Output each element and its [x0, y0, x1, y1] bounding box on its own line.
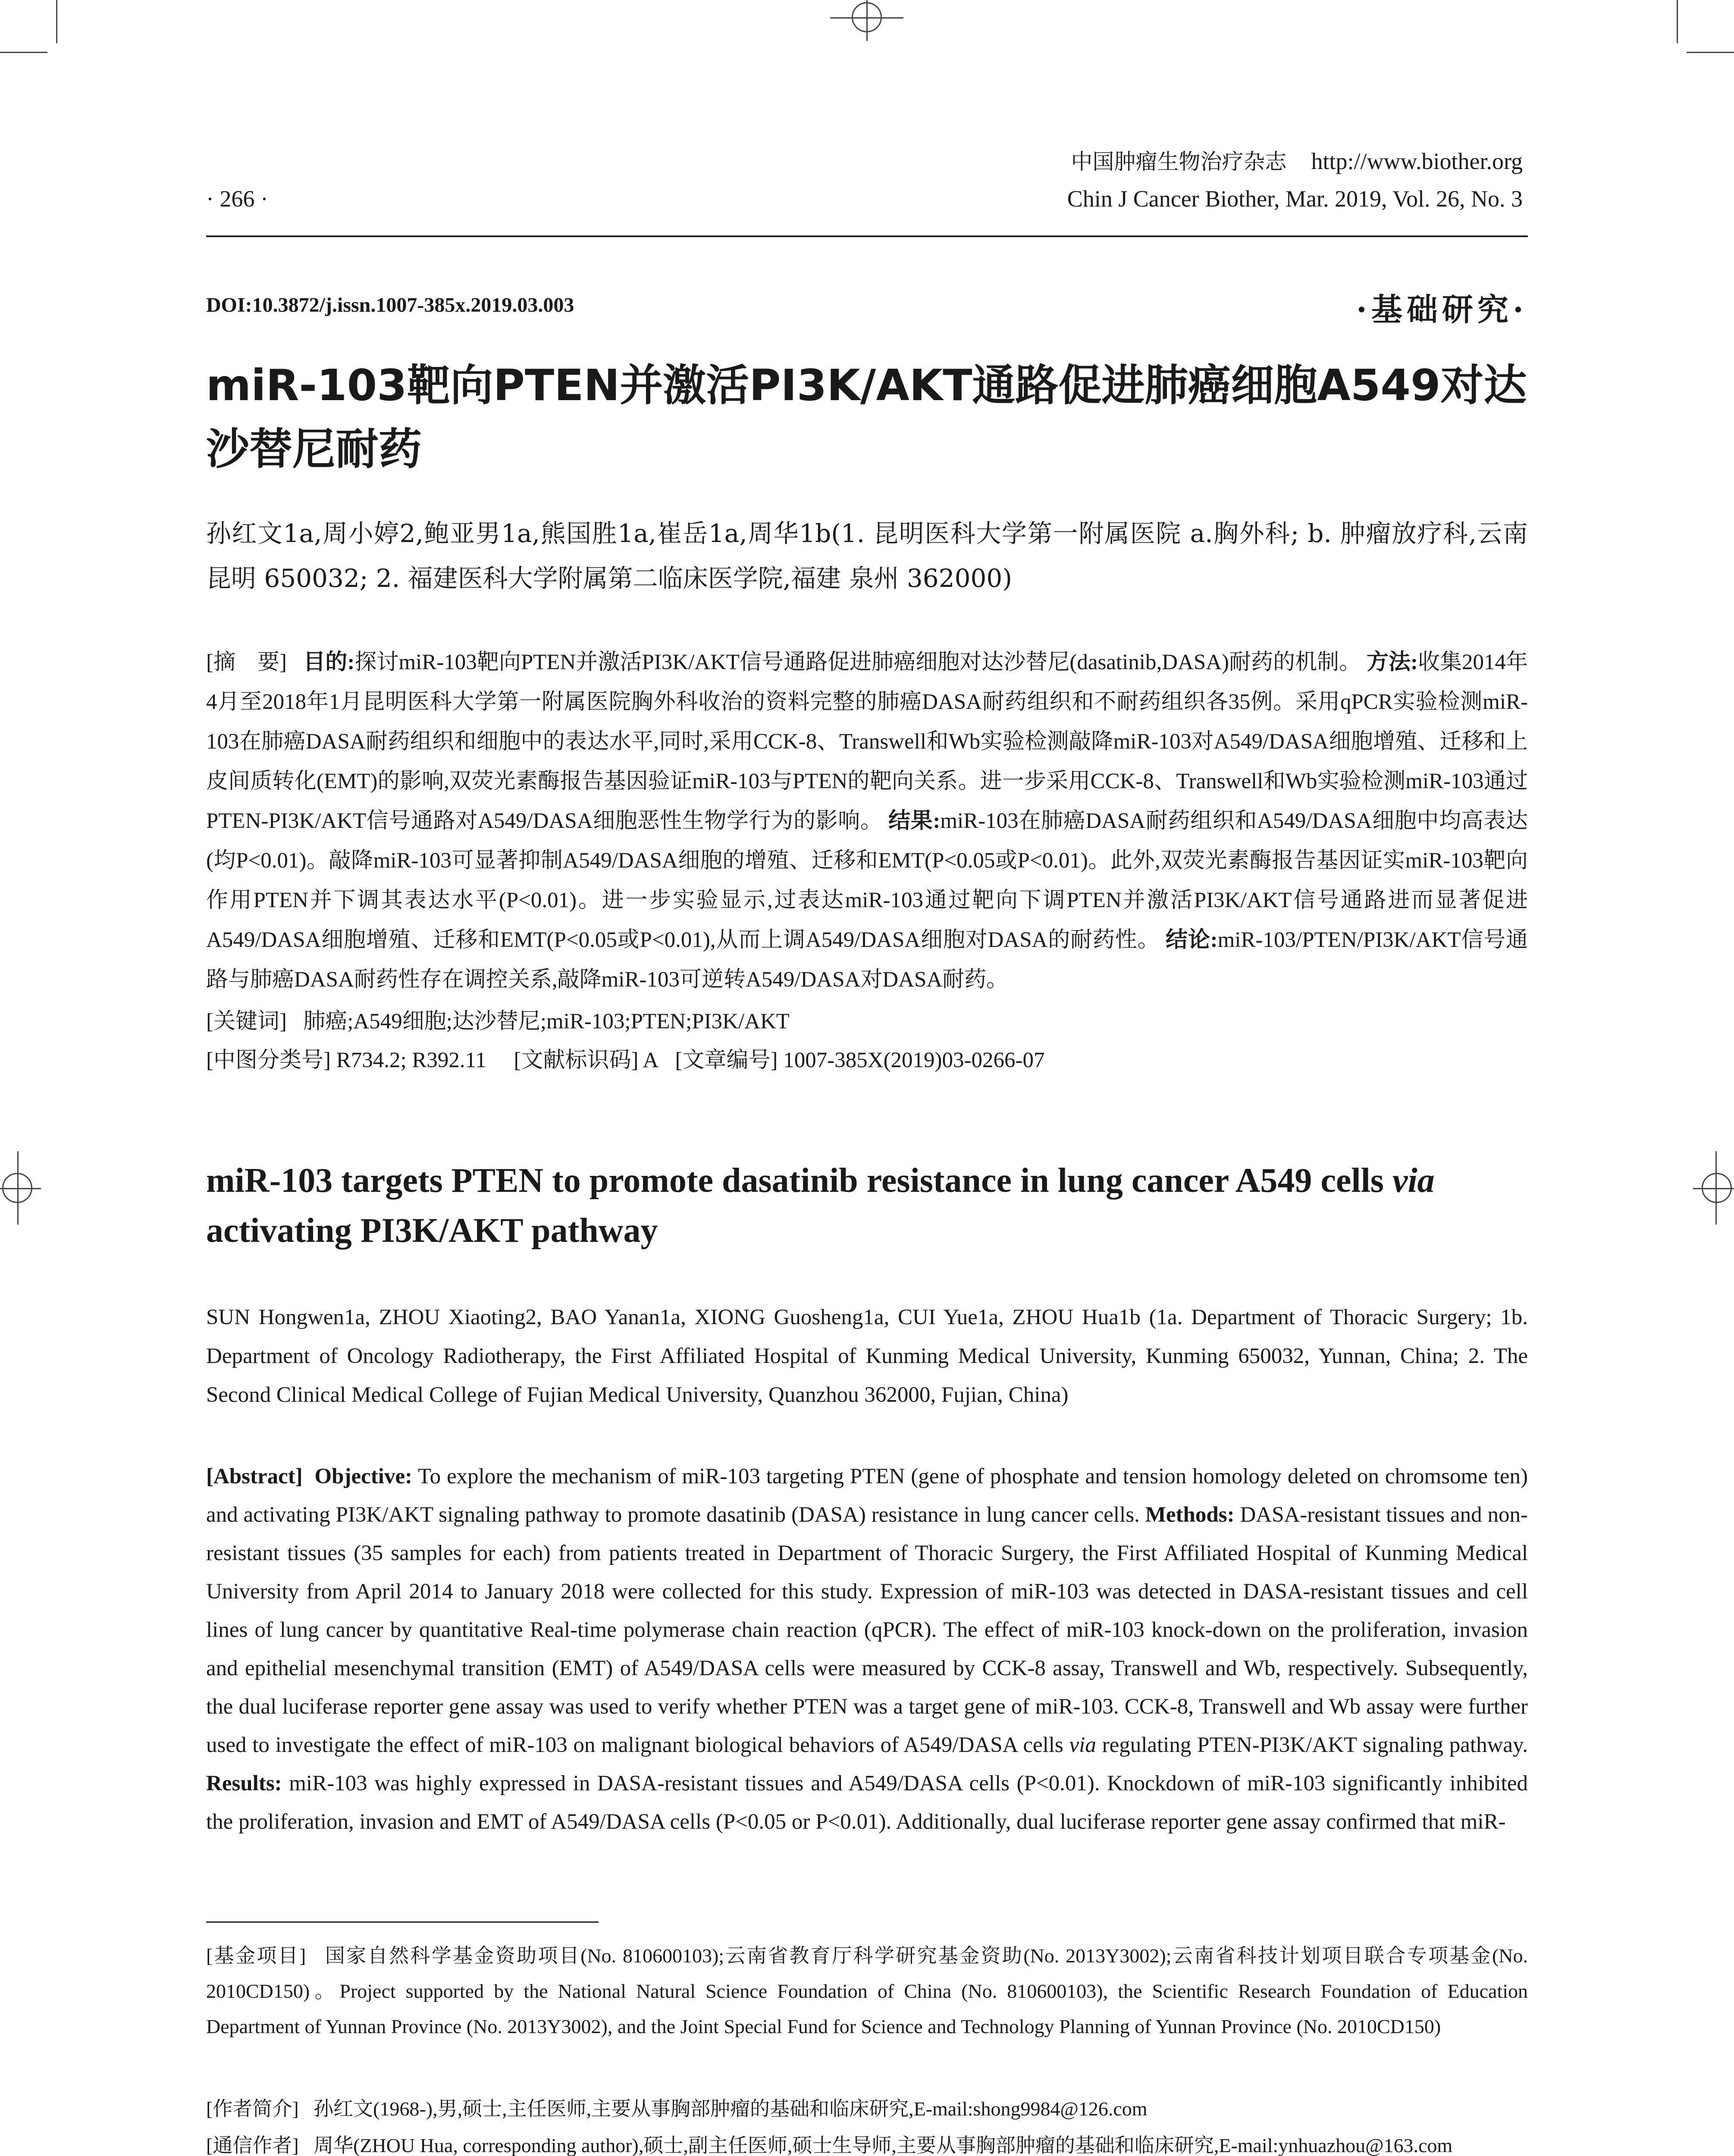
abstract-label-en: [Abstract]	[206, 1464, 303, 1489]
footnote-author	[206, 2091, 1528, 2127]
english-abstract	[206, 1457, 1528, 1841]
chinese-abstract	[206, 642, 1528, 1080]
objective-text-en: To explore the mechanism of miR-103 targeting PTEN (gene of phosphate and tension homology deleted on chromsome ten) and activating PI3K/AKT signaling pathway to promote dasatinib (DASA) resistance in lung cancer cells.	[206, 1464, 1528, 1527]
chinese-authors: 孙红文1a,周小婷2,鲍亚男1a,熊国胜1a,崔岳1a,周华1b(1. 昆明医科大学第一附属医院 a.胸外科; b. 肿瘤放疗科,云南 昆明 650032; 2. 福建医科大学附属第二临床医学院,福建 泉州 362000)	[206, 519, 1528, 593]
footnote-rule	[206, 1921, 599, 1923]
conclusion-text-cn: miR-103/PTEN/PI3K/AKT信号通路与肺癌DASA耐药性存在调控关系,敲降miR-103可逆转A549/DASA对DASA耐药。	[206, 928, 1528, 992]
methods-text-en-b: regulating PTEN-PI3K/AKT signaling pathway.	[1096, 1733, 1528, 1757]
english-title-part1: miR-103 targets PTEN to promote dasatinib resistance in lung cancer A549 cells	[206, 1162, 1392, 1200]
corresponding-label: [通信作者]	[206, 2134, 299, 2156]
objective-label-cn: 目的:	[303, 650, 355, 674]
methods-via-en: via	[1069, 1733, 1096, 1757]
conclusion-label-cn: 结论:	[1166, 928, 1218, 952]
results-text-en: miR-103 was highly expressed in DASA-resistant tissues and A549/DASA cells (P<0.01). Knockdown of miR-103 significantly inhibited the proliferation, invasion and EMT of A549/DASA cells (P<0.05 or P<0.01). Additionally, dual luciferase reporter gene assay confirmed that miR-	[206, 1771, 1528, 1834]
methods-text-cn: 收集2014年4月至2018年1月昆明医科大学第一附属医院胸外科收治的资料完整的肺癌DASA耐药组织和不耐药组织各35例。采用qPCR实验检测miR-103在肺癌DASA耐药组织和细胞中的表达水平,同时,采用CCK-8、Transwell和Wb实验检测敲降miR-103对A549/DASA细胞增殖、迁移和上皮间质转化(EMT)的影响,双荧光素酶报告基因验证miR-103与PTEN的靶向关系。进一步采用CCK-8、Transwell和Wb实验检测miR-103通过PTEN-PI3K/AKT信号通路对A549/DASA细胞恶性生物学行为的影响。	[206, 650, 1528, 833]
journal-name-en: Chin J Cancer Biother, Mar. 2019, Vol. 26, No. 3	[1067, 186, 1523, 212]
journal-url[interactable]: http://www.biother.org	[1311, 148, 1523, 174]
doc-code-value: A	[643, 1048, 659, 1072]
journal-header	[1067, 147, 1523, 213]
results-label-en: Results:	[206, 1771, 282, 1796]
footnote-fund	[206, 1938, 1528, 2044]
methods-label-en: Methods:	[1145, 1503, 1235, 1527]
keywords-line	[206, 1002, 1528, 1041]
methods-text-en-a: DASA-resistant tissues and non-resistant tissues (35 samples for each) from patients treated in Department of Thoracic Surgery, the First Affiliated Hospital of Kunming Medical University from April 2014 to January 2018 were collected for this study. Expression of miR-103 was detected in DASA-resistant tissues and cell lines of lung cancer by quantitative Real-time polymerase chain reaction (qPCR). The effect of miR-103 knock-down on the proliferation, invasion and epithelial mesenchymal transition (EMT) of A549/DASA cells were measured by CCK-8 assay, Transwell and Wb, respectively. Subsequently, the dual luciferase reporter gene assay was used to verify whether PTEN was a target gene of miR-103. CCK-8, Transwell and Wb assay were further used to investigate the effect of miR-103 on malignant biological behaviors of A549/DASA cells	[206, 1503, 1528, 1757]
author-bio-label: [作者简介]	[206, 2098, 299, 2120]
doi[interactable]: DOI:10.3872/j.issn.1007-385x.2019.03.003	[206, 294, 574, 317]
footnote-corresponding	[206, 2128, 1528, 2156]
keywords: 肺癌;A549细胞;达沙替尼;miR-103;PTEN;PI3K/AKT	[303, 1009, 790, 1034]
abstract-label-cn: [摘 要]	[206, 650, 287, 674]
methods-label-cn: 方法:	[1366, 650, 1418, 674]
english-title-part2: activating PI3K/AKT pathway	[206, 1212, 658, 1250]
keywords-label: [关键词]	[206, 1009, 287, 1034]
journal-name-cn: 中国肿瘤生物治疗杂志	[1071, 149, 1287, 174]
header-rule	[206, 235, 1528, 237]
classification-line	[206, 1041, 1528, 1080]
article-number-label: [文章编号]	[675, 1048, 778, 1072]
english-authors: SUN Hongwen1a, ZHOU Xiaoting2, BAO Yanan1a, XIONG Guosheng1a, CUI Yue1a, ZHOU Hua1b (1a. Department of Thoracic Surgery; 1b. Department of Oncology Radiotherapy, the First Affiliated Hospital of Kunming Medical University, Kunming 650032, Yunnan, China; 2. The Second Clinical Medical College of Fujian Medical University, Quanzhou 362000, Fujian, China)	[206, 1305, 1528, 1407]
section-label: ·基础研究·	[1356, 291, 1528, 328]
chinese-title: miR-103靶向PTEN并激活PI3K/AKT通路促进肺癌细胞A549对达沙替尼耐药	[206, 360, 1527, 474]
fund-label: [基金项目]	[206, 1945, 306, 1967]
fund-text: 国家自然科学基金资助项目(No. 810600103);云南省教育厅科学研究基金资助(No. 2013Y3002);云南省科技计划项目联合专项基金(No. 2010CD150)。Project supported by the National Natural Science Foundation of China (No. 810600103), the Scientific Research Foundation of Education Department of Yunnan Province (No. 2013Y3002), and the Joint Special Fund for Science and Technology Planning of Yunnan Province (No. 2010CD150)	[206, 1945, 1528, 2037]
author-bio-text: 孙红文(1968-),男,硕士,主任医师,主要从事胸部肿瘤的基础和临床研究,E-mail:shong9984@126.com	[314, 2098, 1148, 2120]
clc-label: [中图分类号]	[206, 1048, 331, 1072]
corresponding-text: 周华(ZHOU Hua, corresponding author),硕士,副主任医师,硕士生导师,主要从事胸部肿瘤的基础和临床研究,E-mail:ynhuazhou@163.com	[314, 2134, 1453, 2156]
article-number-value: 1007-385X(2019)03-0266-07	[783, 1048, 1045, 1072]
page-number: · 266 ·	[206, 186, 268, 212]
results-label-cn: 结果:	[888, 809, 941, 833]
objective-label-en: Objective:	[314, 1464, 413, 1489]
english-title	[206, 1156, 1530, 1256]
results-text-cn: miR-103在肺癌DASA耐药组织和A549/DASA细胞中均高表达(均P<0.01)。敲降miR-103可显著抑制A549/DASA细胞的增殖、迁移和EMT(P<0.05或P<0.01)。此外,双荧光素酶报告基因证实miR-103靶向作用PTEN并下调其表达水平(P<0.01)。进一步实验显示,过表达miR-103通过靶向下调PTEN并激活PI3K/AKT信号通路进而显著促进A549/DASA细胞增殖、迁移和EMT(P<0.05或P<0.01),从而上调A549/DASA细胞对DASA的耐药性。	[206, 809, 1528, 952]
objective-text-cn: 探讨miR-103靶向PTEN并激活PI3K/AKT信号通路促进肺癌细胞对达沙替尼(dasatinib,DASA)耐药的机制。	[354, 650, 1361, 674]
clc-value: R734.2; R392.11	[336, 1048, 486, 1072]
doc-code-label: [文献标识码]	[514, 1048, 639, 1072]
english-title-via: via	[1392, 1162, 1435, 1200]
